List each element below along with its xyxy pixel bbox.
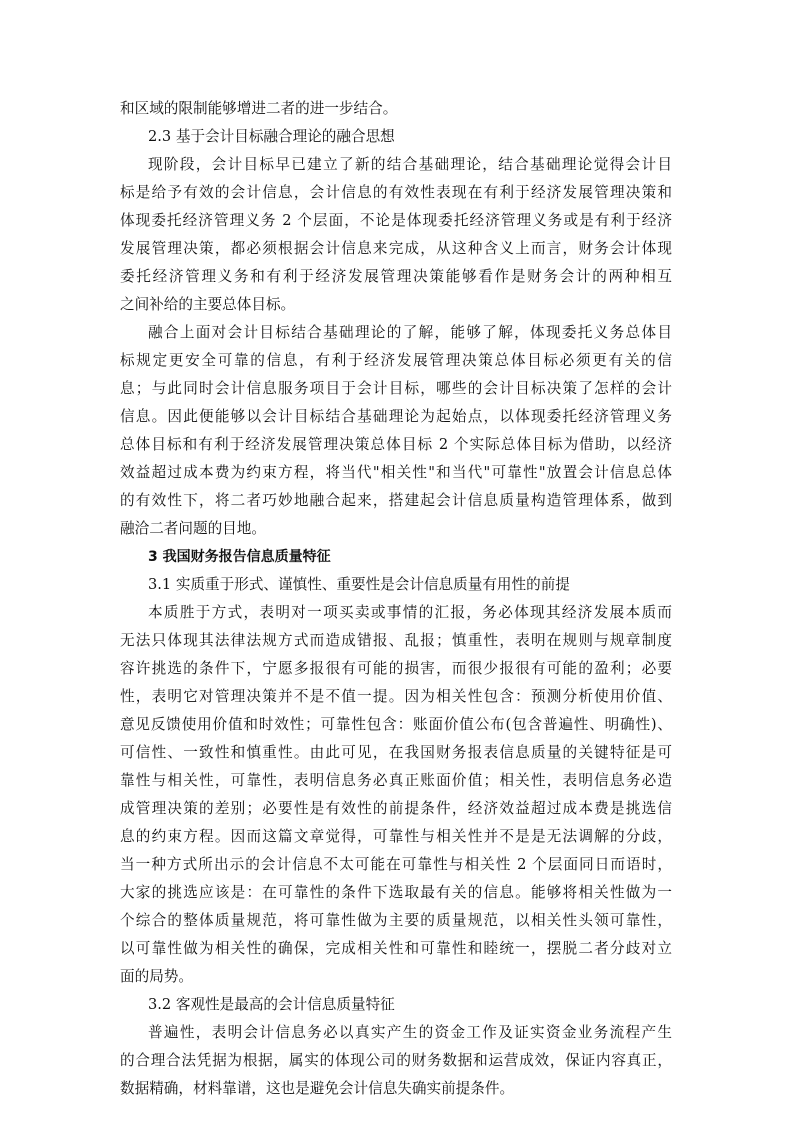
section-heading: 3 我国财务报告信息质量特征 [148, 549, 331, 565]
text-line: 本质胜于方式，表明对一项买卖或事情的汇报，务必体现其经济发展本质而 [148, 604, 672, 621]
text-line: 总体目标和有利于经济发展管理决策总体目标 2 个实际总体目标为借助，以经济 [120, 436, 672, 453]
text-line: 的有效性下，将二者巧妙地融合起来，搭建起会计信息质量构造管理体系，做到 [120, 492, 672, 509]
text-line: 信息。因此便能够以会计目标结合基础理论为起始点，以体现委托经济管理义务 [120, 408, 672, 425]
text-line: 容许挑选的条件下，宁愿多报很有可能的损害，而很少报很有可能的盈利；必要 [120, 660, 672, 677]
text-line: 靠性与相关性，可靠性，表明信息务必真正账面价值；相关性，表明信息务必造 [120, 772, 672, 789]
text-line: 发展管理决策，都必须根据会计信息来完成，从这种含义上而言，财务会计体现 [120, 240, 672, 257]
text-line: 体现委托经济管理义务 2 个层面，不论是体现委托经济管理义务或是有利于经济 [120, 212, 672, 229]
text-line: 2.3 基于会计目标融合理论的融合思想 [148, 128, 395, 145]
text-line: 的合理合法凭据为根据，属实的体现公司的财务数据和运营成效，保证内容真正， [120, 1052, 672, 1069]
text-line: 可信性、一致性和慎重性。由此可见，在我国财务报表信息质量的关键特征是可 [120, 744, 672, 761]
text-line: 标是给予有效的会计信息，会计信息的有效性表现在有利于经济发展管理决策和 [120, 184, 672, 201]
text-line: 现阶段，会计目标早已建立了新的结合基础理论，结合基础理论觉得会计目 [148, 156, 672, 173]
text-line: 大家的挑选应该是：在可靠性的条件下选取最有关的信息。能够将相关性做为一 [120, 884, 672, 901]
text-line: 意见反馈使用价值和时效性；可靠性包含：账面价值公布(包含普遍性、明确性)、 [120, 716, 672, 733]
text-line: 普遍性，表明会计信息务必以真实产生的资金工作及证实资金业务流程产生 [148, 1024, 672, 1041]
text-line: 数据精确，材料靠谱，这也是避免会计信息失确实前提条件。 [120, 1080, 515, 1097]
text-line: 当一种方式所出示的会计信息不太可能在可靠性与相关性 2 个层面同日而语时， [120, 856, 672, 873]
text-line: 以可靠性做为相关性的确保，完成相关性和可靠性和睦统一，摆脱二者分歧对立 [120, 940, 672, 957]
text-line: 融洽二者问题的目地。 [120, 520, 266, 537]
text-line: 3.1 实质重于形式、谨慎性、重要性是会计信息质量有用性的前提 [148, 576, 570, 593]
text-line: 性，表明它对管理决策并不是不值一提。因为相关性包含：预测分析使用价值、 [120, 688, 672, 705]
text-line: 息；与此同时会计信息服务项目于会计目标，哪些的会计目标决策了怎样的会计 [120, 380, 672, 397]
text-line: 和区域的限制能够增进二者的进一步结合。 [120, 100, 398, 117]
text-line: 标规定更安全可靠的信息，有利于经济发展管理决策总体目标必须更有关的信 [120, 352, 672, 369]
text-line: 融合上面对会计目标结合基础理论的了解，能够了解，体现委托义务总体目 [148, 324, 672, 341]
text-line: 效益超过成本费为约束方程，将当代"相关性"和当代"可靠性"放置会计信息总体 [120, 464, 672, 481]
text-line: 之间补给的主要总体目标。 [120, 296, 296, 313]
text-line: 成管理决策的差别；必要性是有效性的前提条件，经济效益超过成本费是挑选信 [120, 800, 672, 817]
text-line: 3.2 客观性是最高的会计信息质量特征 [148, 996, 395, 1013]
text-line: 无法只体现其法律法规方式而造成错报、乱报；慎重性，表明在规则与规章制度 [120, 632, 672, 649]
text-line: 委托经济管理义务和有利于经济发展管理决策能够看作是财务会计的两种相互 [120, 268, 672, 285]
document-body [120, 95, 672, 1103]
text-line: 息的约束方程。因而这篇文章觉得，可靠性与相关性并不是是无法调解的分歧， [120, 828, 672, 845]
text-line: 个综合的整体质量规范，将可靠性做为主要的质量规范，以相关性头领可靠性， [120, 912, 672, 929]
text-line: 面的局势。 [120, 968, 193, 985]
